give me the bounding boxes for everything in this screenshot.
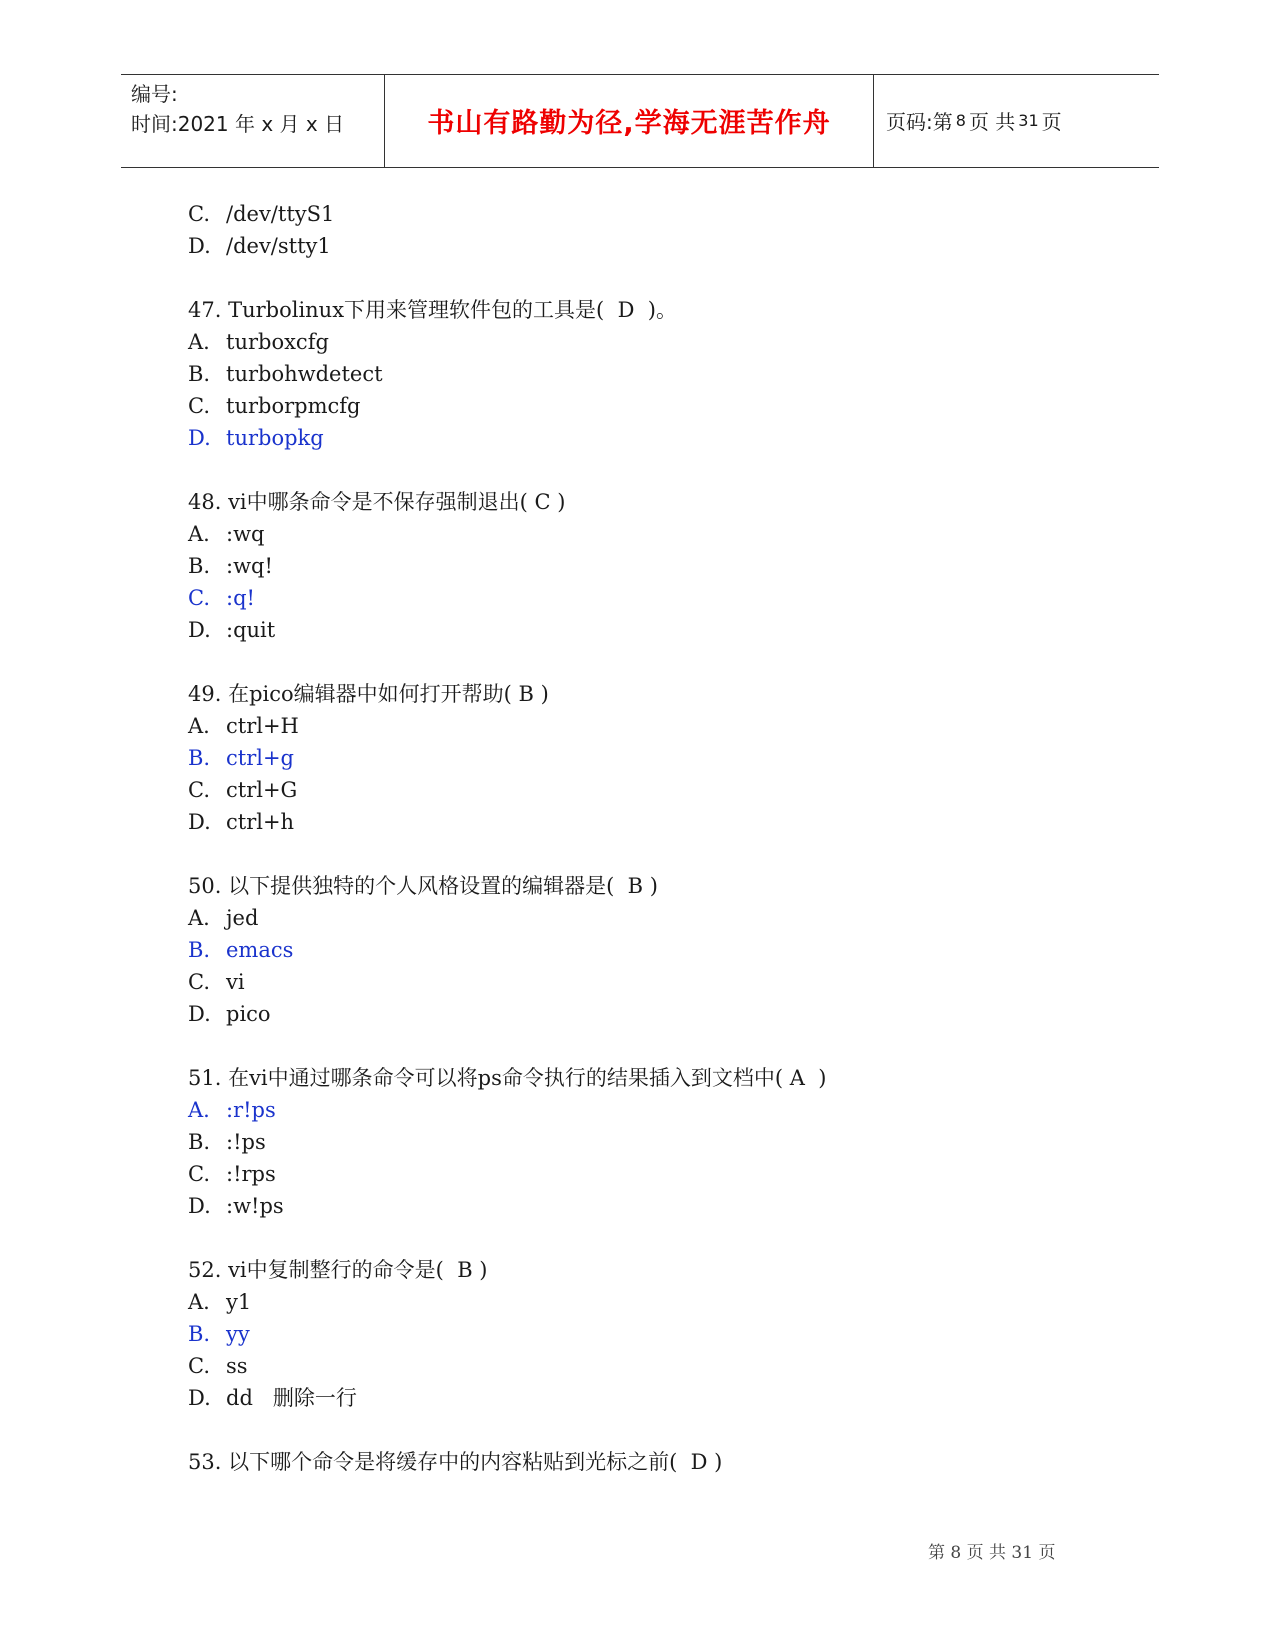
option-label: A. [188, 1098, 210, 1122]
option-text: turboxcfg [226, 330, 329, 354]
option-text: :quit [226, 618, 276, 642]
option-text: ctrl+h [226, 810, 295, 834]
option-label: C. [188, 1162, 210, 1186]
option-label: A. [188, 522, 210, 546]
option-label: D. [188, 1386, 211, 1410]
option-line [188, 1350, 1148, 1382]
option-label: D. [188, 234, 211, 258]
option-text: ctrl+g [226, 746, 294, 770]
option-label: C. [188, 1354, 210, 1378]
option-text: :w!ps [226, 1194, 284, 1218]
option-text: :!rps [226, 1162, 276, 1186]
option-label: B. [188, 362, 211, 386]
correct-option-line [188, 582, 1148, 614]
question-stem: 47. Turbolinux下用来管理软件包的工具是( D )。 [188, 298, 677, 322]
option-line [188, 1158, 1148, 1190]
option-text: dd 删除一行 [226, 1386, 357, 1410]
option-text: turbohwdetect [226, 362, 383, 386]
header-meta [131, 79, 344, 139]
option-label: B. [188, 554, 211, 578]
motto: 书山有路勤为径,学海无涯苦作舟 [427, 108, 831, 139]
option-line [188, 710, 1148, 742]
option-text: /dev/ttyS1 [226, 202, 335, 226]
option-text: y1 [226, 1290, 252, 1314]
option-text: :wq! [226, 554, 273, 578]
question-stem: 52. vi中复制整行的命令是( B ) [188, 1258, 488, 1282]
option-text: emacs [226, 938, 294, 962]
option-text: jed [226, 906, 259, 930]
page-total: 31 [1018, 111, 1039, 130]
option-line [188, 966, 1148, 998]
option-text: ss [226, 1354, 248, 1378]
option-line [188, 1382, 1148, 1414]
option-label: C. [188, 394, 210, 418]
option-label: D. [188, 426, 211, 450]
question-list [188, 198, 1148, 1478]
page-mid: 页 共 [968, 110, 1016, 134]
option-label: A. [188, 330, 210, 354]
option-text: /dev/stty1 [226, 234, 331, 258]
option-line [188, 1126, 1148, 1158]
option-line [188, 326, 1148, 358]
option-line [188, 518, 1148, 550]
page-current: 8 [955, 111, 966, 130]
option-text: ctrl+H [226, 714, 299, 738]
option-text: yy [226, 1322, 250, 1346]
page-suffix: 页 [1041, 110, 1062, 134]
option-line [188, 806, 1148, 838]
header-divider [384, 75, 385, 167]
option-text: turborpmcfg [226, 394, 361, 418]
option-label: D. [188, 1002, 211, 1026]
option-label: C. [188, 778, 210, 802]
page-footer: 第 8 页 共 31 页 [928, 1543, 1056, 1563]
page-prefix: 页码:第 [886, 110, 953, 134]
option-label: B. [188, 1130, 211, 1154]
correct-option-line [188, 934, 1148, 966]
option-label: A. [188, 1290, 210, 1314]
time-label: 时间:2021 年 x 月 x 日 [131, 112, 345, 136]
question-stem: 51. 在vi中通过哪条命令可以将ps命令执行的结果插入到文档中( A ) [188, 1066, 827, 1090]
option-label: D. [188, 618, 211, 642]
option-text: :!ps [226, 1130, 266, 1154]
option-label: B. [188, 1322, 211, 1346]
option-label: B. [188, 938, 211, 962]
question-stem: 49. 在pico编辑器中如何打开帮助( B ) [188, 682, 549, 706]
header-page-info [886, 75, 1062, 166]
correct-option-line [188, 422, 1148, 454]
option-label: A. [188, 714, 210, 738]
question-stem: 50. 以下提供独特的个人风格设置的编辑器是( B ) [188, 874, 658, 898]
number-label: 编号: [131, 82, 178, 106]
question-stem: 53. 以下哪个命令是将缓存中的内容粘贴到光标之前( D ) [188, 1450, 723, 1474]
option-line [188, 1190, 1148, 1222]
correct-option-line [188, 1094, 1148, 1126]
option-line [188, 998, 1148, 1030]
option-text: ctrl+G [226, 778, 298, 802]
option-label: A. [188, 906, 210, 930]
option-label: D. [188, 810, 211, 834]
option-text: :wq [226, 522, 265, 546]
option-label: B. [188, 746, 211, 770]
option-text: pico [226, 1002, 271, 1026]
option-line [188, 198, 1148, 230]
option-text: turbopkg [226, 426, 324, 450]
option-text: :r!ps [226, 1098, 276, 1122]
option-line [188, 230, 1148, 262]
option-text: :q! [226, 586, 255, 610]
option-line [188, 1286, 1148, 1318]
correct-option-line [188, 742, 1148, 774]
correct-option-line [188, 1318, 1148, 1350]
option-label: D. [188, 1194, 211, 1218]
option-line [188, 390, 1148, 422]
option-label: C. [188, 202, 210, 226]
option-label: C. [188, 970, 210, 994]
option-line [188, 550, 1148, 582]
question-stem: 48. vi中哪条命令是不保存强制退出( C ) [188, 490, 566, 514]
page-header [121, 74, 1159, 168]
option-label: C. [188, 586, 210, 610]
header-divider [873, 75, 874, 167]
option-text: vi [226, 970, 245, 994]
option-line [188, 902, 1148, 934]
option-line [188, 774, 1148, 806]
option-line [188, 614, 1148, 646]
option-line [188, 358, 1148, 390]
